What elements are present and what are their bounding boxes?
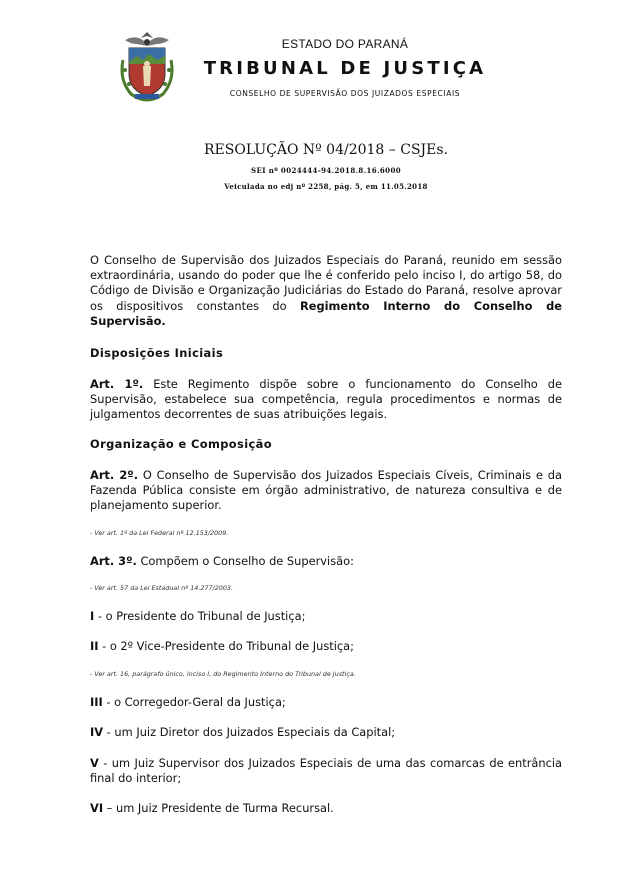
item-number: II [90,639,99,653]
preamble-text: O Conselho de Supervisão dos Juizados Especiais do Paraná, reunido em sessão extraordinária, usando do poder que lhe é conferido pelo inciso I, do artigo 58, do Código de Divisão e Organização Judiciárias do Estado do Paraná, resolve aprovar os dispositivos constantes do [90,253,562,313]
parana-coat-of-arms-icon [117,30,177,104]
list-item [90,695,562,710]
list-item [90,801,562,816]
article-2-label: Art. 2º. [90,468,139,482]
article-3-note: - Ver art. 57 da Lei Estadual nº 14.277/2003. [90,584,234,592]
publication-info: Veiculada no edj nº 2258, pág. 5, em 11.05.2018 [224,182,428,191]
list-item [90,725,562,740]
article-1-text: Este Regimento dispõe sobre o funcionamento do Conselho de Supervisão, estabelece sua competência, regula procedimentos e normas de julgamentos decorrentes de suas atribuições legais. [90,377,562,422]
item-text: - o Presidente do Tribunal de Justiça; [94,609,306,623]
article-1-label: Art. 1º. [90,377,144,391]
item-text: – um Juiz Presidente de Turma Recursal. [103,801,334,815]
resolution-title: RESOLUÇÃO Nº 04/2018 – CSJEs. [203,142,449,158]
list-item [90,609,562,624]
article-2-text: O Conselho de Supervisão dos Juizados Especiais Cíveis, Criminais e da Fazenda Pública consiste em órgão administrativo, de natureza consultiva e de planejamento superior. [90,468,562,513]
court-name: TRIBUNAL DE JUSTIÇA [203,58,487,79]
item-text: - o Corregedor-Geral da Justiça; [102,695,286,709]
article-3 [90,554,562,569]
item-number: III [90,695,103,709]
section-heading-organization: Organização e Composição [90,437,272,451]
article-2 [90,468,562,514]
item-text: - um Juiz Diretor dos Juizados Especiais da Capital; [103,725,396,739]
list-item [90,639,562,654]
item-number: V [90,756,99,770]
preamble-paragraph [90,253,562,329]
item-2-note: - Ver art. 16, parágrafo único, inciso I, do Regimento Interno do Tribunal de Justiça. [90,670,356,678]
sei-number: SEI nº 0024444-94.2018.8.16.6000 [251,166,401,175]
list-item [90,756,562,786]
council-name: CONSELHO DE SUPERVISÃO DOS JUIZADOS ESPECIAIS [229,89,461,98]
section-heading-initial: Disposições Iniciais [90,346,224,360]
item-number: IV [90,725,104,739]
article-3-text: Compõem o Conselho de Supervisão: [136,554,354,568]
item-text: - um Juiz Supervisor dos Juizados Especiais de uma das comarcas de entrância final do interior; [90,756,562,786]
article-3-label: Art. 3º. [90,554,137,568]
item-number: VI [90,801,104,815]
state-name: ESTADO DO PARANÁ [281,37,409,51]
preamble-bold: Regimento Interno do Conselho de Supervisão. [90,298,562,328]
article-2-note: - Ver art. 1º da Lei Federal nº 12.153/2009. [90,529,229,537]
article-1 [90,377,562,423]
item-number: I [90,609,95,623]
item-text: - o 2º Vice-Presidente do Tribunal de Justiça; [98,639,354,653]
